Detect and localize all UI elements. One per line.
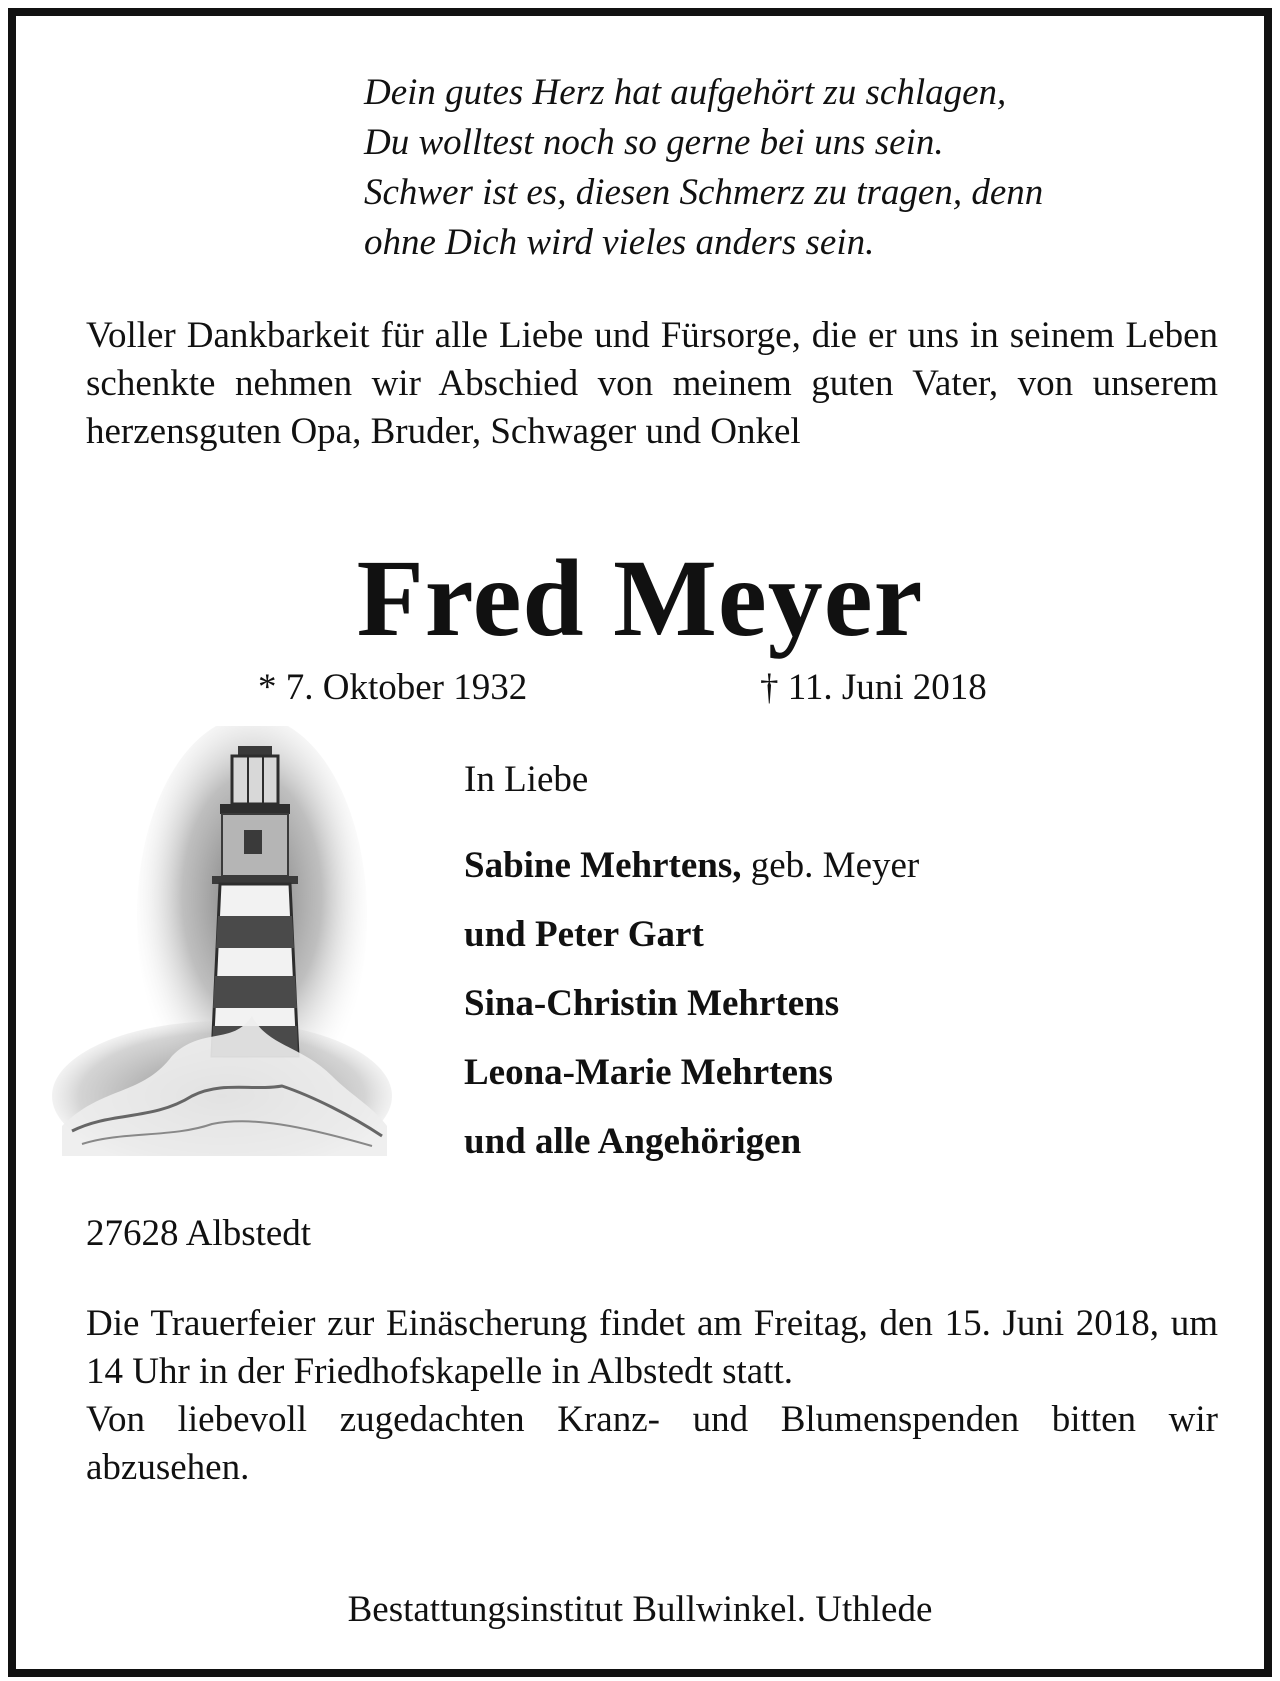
poem [364,68,1043,268]
mourner-note: geb. Meyer [741,845,920,886]
mourner-name: Sabine Mehrtens, [464,845,742,886]
birth-date: * 7. Oktober 1932 [258,667,528,708]
obituary-frame [8,8,1272,1677]
undertaker: Bestattungsinstitut Bullwinkel. Uthlede [347,1589,933,1630]
mourner-name: Sina-Christin Mehrtens [464,983,840,1024]
mourner-line [464,1049,919,1118]
deceased-name: Fred Meyer [356,537,924,659]
mourner-name: und Peter Gart [464,914,704,955]
mourner-name: und alle Angehörigen [464,1121,802,1162]
mourner-list [464,842,919,1187]
poem-line: Schwer ist es, diesen Schmerz zu tragen, denn [364,172,1044,213]
donation-note: Von liebevoll zugedachten Kranz- und Blumenspenden bitten wir abzusehen. [86,1399,1218,1488]
greeting: In Liebe [464,759,589,800]
mourner-name: Leona-Marie Mehrtens [464,1052,833,1093]
intro-text: Voller Dankbarkeit für alle Liebe und Fürsorge, die er uns in seinem Leben schenkte nehmen wir Abschied von meinem guten Vater, von unserem herzensguten Opa, Bruder, Schwager und Onkel [86,315,1218,452]
poem-line: Dein gutes Herz hat aufgehört zu schlagen, [364,72,1007,113]
mourner-line [464,911,919,980]
mourner-line [464,1118,919,1187]
poem-line: ohne Dich wird vieles anders sein. [364,222,875,263]
ceremony-info [86,1300,1218,1492]
death-date: † 11. Juni 2018 [760,667,987,708]
mourner-line [464,980,919,1049]
mourner-line [464,842,919,911]
lighthouse-illustration [52,726,392,1156]
place-of-residence: 27628 Albstedt [86,1213,312,1254]
ceremony-paragraph: Die Trauerfeier zur Einäscherung findet am Freitag, den 15. Juni 2018, um 14 Uhr in der Friedhofskapelle in Albstedt statt. [86,1303,1218,1392]
poem-line: Du wolltest noch so gerne bei uns sein. [364,122,944,163]
